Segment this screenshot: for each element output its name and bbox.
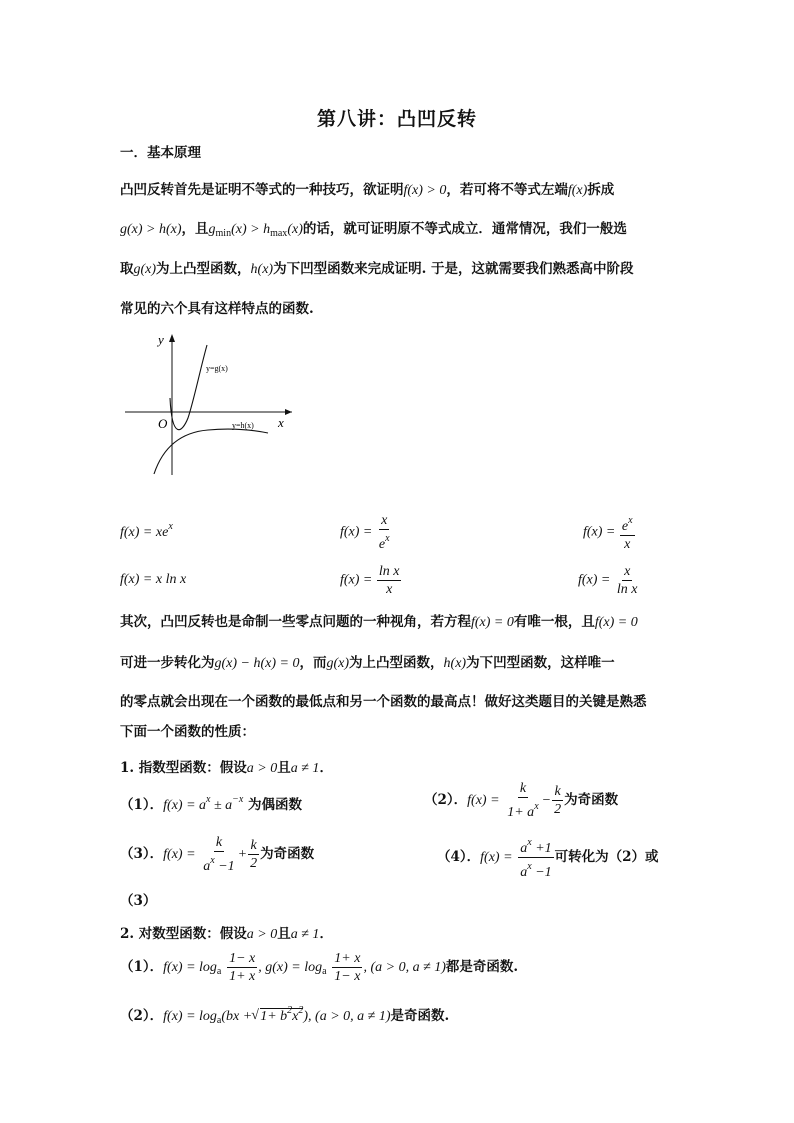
fraction [518, 834, 553, 881]
math: a ≠ 1 [290, 761, 320, 776]
math: , (a > 0, a ≠ 1) [308, 1009, 391, 1024]
superscript: −x [232, 794, 244, 805]
item-label: （4）． [437, 849, 481, 865]
fraction [620, 512, 635, 553]
math: f(x) = [578, 572, 611, 588]
text: ． [319, 760, 333, 776]
text: 2. 对数型函数：假设 [120, 926, 247, 942]
text: 为上凸型函数， [349, 655, 444, 671]
exp-item-2 [424, 780, 618, 821]
math-part: a [520, 841, 528, 856]
numerator: k [519, 781, 527, 796]
numerator: x [381, 513, 388, 528]
math: f(x) = x ln x [120, 572, 187, 587]
fraction [201, 834, 236, 875]
denominator [518, 858, 553, 881]
text: 为下凹型函数来完成证明. 于是，这就需要我们熟悉高中阶段 [273, 261, 634, 277]
math: f(x) = [480, 850, 513, 865]
function-graph [120, 330, 300, 480]
function-lnx-over-x [340, 563, 402, 598]
h-curve-label: y=h(x) [232, 421, 254, 430]
math: (bx + [221, 1009, 253, 1024]
fraction [332, 950, 362, 985]
numerator: 1+ x [334, 951, 361, 966]
text: 取 [120, 261, 134, 277]
superscript: x [206, 794, 211, 805]
paragraph1-line3 [120, 259, 634, 280]
function-x-over-lnx [578, 563, 640, 598]
superscript: 2 [287, 1005, 293, 1016]
math-part: e [621, 519, 629, 534]
denominator: x [624, 537, 631, 552]
text: 为上凸型函数， [156, 261, 251, 277]
subscript: a [216, 1015, 222, 1026]
paragraph2-line3: 的零点就会出现在一个函数的最低点和另一个函数的最高点！做好这类题目的关键是熟悉 [120, 694, 647, 710]
math: f(x) = a [163, 798, 207, 813]
fraction [227, 950, 257, 985]
math: ) [303, 1009, 309, 1024]
superscript: x [628, 515, 633, 526]
item-label: （3）． [120, 846, 164, 862]
x-axis-arrow-icon [285, 409, 292, 415]
math-part: 1+ b [260, 1009, 288, 1024]
subscript: max [270, 228, 288, 239]
math-part: a [203, 859, 211, 874]
text: 为偶函数 [243, 797, 303, 813]
denominator: x [386, 582, 393, 597]
math-part: (x) [287, 222, 303, 237]
function-xe-x [120, 521, 173, 541]
numerator: k [554, 784, 561, 799]
fraction [377, 512, 392, 553]
paragraph1-line4: 常见的六个具有这样特点的函数. [120, 301, 314, 317]
exp-item-1 [120, 790, 302, 816]
numerator: 1− x [229, 951, 256, 966]
superscript: x [385, 533, 390, 544]
denominator: ln x [616, 582, 638, 597]
superscript: x [527, 837, 532, 848]
radical-sign-icon: √ [251, 1008, 259, 1023]
text: 拆成 [587, 182, 615, 198]
math: a ≠ 1 [290, 927, 320, 942]
math: h(x) [250, 262, 274, 277]
math-part: +1 [531, 841, 552, 856]
math-part: (x) > h [231, 222, 271, 237]
text: 是奇函数. [390, 1008, 450, 1024]
math: a > 0 [246, 927, 278, 942]
text: 可进一步转化为 [120, 655, 215, 671]
math: , (a > 0, a ≠ 1) [363, 960, 446, 975]
exp-section-heading [120, 758, 333, 779]
numerator [620, 512, 635, 536]
denominator: 1+ x [229, 969, 256, 984]
math: g(x) [326, 656, 350, 671]
math: − [541, 793, 552, 808]
origin-label: O [158, 416, 168, 431]
text: 且 [277, 760, 291, 776]
paragraph2-line4: 下面一个函数的性质： [120, 724, 255, 740]
text: ． [319, 926, 333, 942]
text: 凸凹反转首先是证明不等式的一种技巧，欲证明 [120, 182, 404, 198]
page-title: 第八讲：凸凹反转 [316, 108, 477, 130]
denominator [377, 530, 392, 553]
numerator: k [215, 835, 223, 850]
math-part: g [208, 222, 216, 237]
math: g(x) > h(x) [120, 222, 182, 237]
math: f(x) = log [163, 960, 217, 975]
y-axis-arrow-icon [169, 334, 175, 342]
math: a > 0 [246, 761, 278, 776]
subscript: a [216, 966, 222, 977]
paragraph2-line1 [120, 612, 638, 633]
superscript: x [527, 861, 532, 872]
numerator: ln x [378, 564, 400, 579]
text: 可转化为（2）或 [554, 849, 659, 865]
text: 的话，就可证明原不等式成立．通常情况，我们一般选 [302, 221, 627, 237]
curve-h [154, 429, 268, 474]
superscript: x [534, 801, 539, 812]
y-axis-label: y [158, 332, 164, 347]
math-part: 1+ a [507, 805, 535, 820]
numerator: x [624, 564, 631, 579]
text: 为奇函数 [564, 792, 619, 808]
paragraph2-line2 [120, 653, 615, 674]
fraction [552, 783, 563, 818]
item-label: （1）． [120, 797, 164, 813]
item-label: （2）． [424, 792, 468, 808]
denominator: 1− x [334, 969, 361, 984]
math: f(x) = [340, 572, 373, 588]
math-part: −1 [214, 859, 235, 874]
math: + [237, 847, 248, 862]
text: ，且 [181, 221, 209, 237]
text: 且 [277, 926, 291, 942]
math: f(x) = log [163, 1009, 217, 1024]
x-axis-label: x [278, 415, 284, 430]
paragraph1-line1 [120, 180, 614, 201]
math: g(x) [133, 262, 157, 277]
section-heading-principles: 一．基本原理 [120, 145, 201, 161]
text: 为下凹型函数，这样唯一 [466, 655, 615, 671]
text: ，若可将不等式左端 [446, 182, 568, 198]
exp-item-4 [437, 834, 659, 881]
superscript: 2 [298, 1005, 304, 1016]
math: f(x) = [467, 793, 500, 808]
math: , g(x) = log [258, 960, 323, 975]
denominator: 2 [250, 856, 258, 871]
text: 1. 指数型函数：假设 [120, 760, 247, 776]
subscript: min [215, 228, 232, 239]
fraction [377, 563, 402, 598]
math-part: −1 [531, 865, 552, 880]
log-item-2 [120, 1001, 449, 1031]
denominator: 2 [554, 802, 562, 817]
paragraph1-line2 [120, 219, 627, 244]
text: ，而 [299, 655, 327, 671]
g-curve-label: y=g(x) [206, 364, 228, 373]
function-x-lnx [120, 572, 186, 588]
math: f(x) = 0 [594, 615, 638, 630]
numerator: k [250, 838, 257, 853]
square-root [251, 1005, 304, 1024]
math: ± a [210, 798, 233, 813]
math: f(x) [567, 183, 588, 198]
math: g(x) − h(x) = 0 [214, 656, 300, 671]
math: f(x) = [583, 524, 616, 540]
curve-g [170, 345, 207, 430]
function-x-over-ex [340, 512, 393, 553]
denominator [505, 798, 540, 821]
math: f(x) = xe [120, 525, 169, 540]
item-label: （2）． [120, 1008, 164, 1024]
numerator [518, 834, 553, 858]
superscript: x [210, 855, 215, 866]
fraction [505, 780, 540, 821]
text: 都是奇函数. [445, 959, 519, 975]
exp-item-3 [120, 834, 314, 875]
math: h(x) [443, 656, 467, 671]
subscript: a [322, 966, 327, 977]
item-label: （1）． [120, 959, 164, 975]
log-section-heading [120, 924, 333, 945]
fraction [615, 563, 640, 598]
log-item-1 [120, 948, 518, 991]
math: f(x) = 0 [471, 615, 514, 630]
math [209, 222, 303, 237]
math: f(x) > 0 [403, 183, 447, 198]
math-part: x [292, 1009, 299, 1024]
exp-item-4-continuation: （3） [120, 893, 157, 909]
text: 有唯一根，且 [513, 614, 595, 630]
function-ex-over-x [583, 512, 636, 553]
text: 为奇函数 [260, 846, 315, 862]
math-part: e [378, 537, 386, 552]
text: 其次，凸凹反转也是命制一些零点问题的一种视角，若方程 [120, 614, 471, 630]
math: f(x) = [163, 847, 196, 862]
denominator [201, 852, 236, 875]
math-part: a [520, 865, 528, 880]
math: f(x) = [340, 524, 373, 540]
fraction [248, 837, 259, 872]
superscript: x [168, 521, 173, 532]
